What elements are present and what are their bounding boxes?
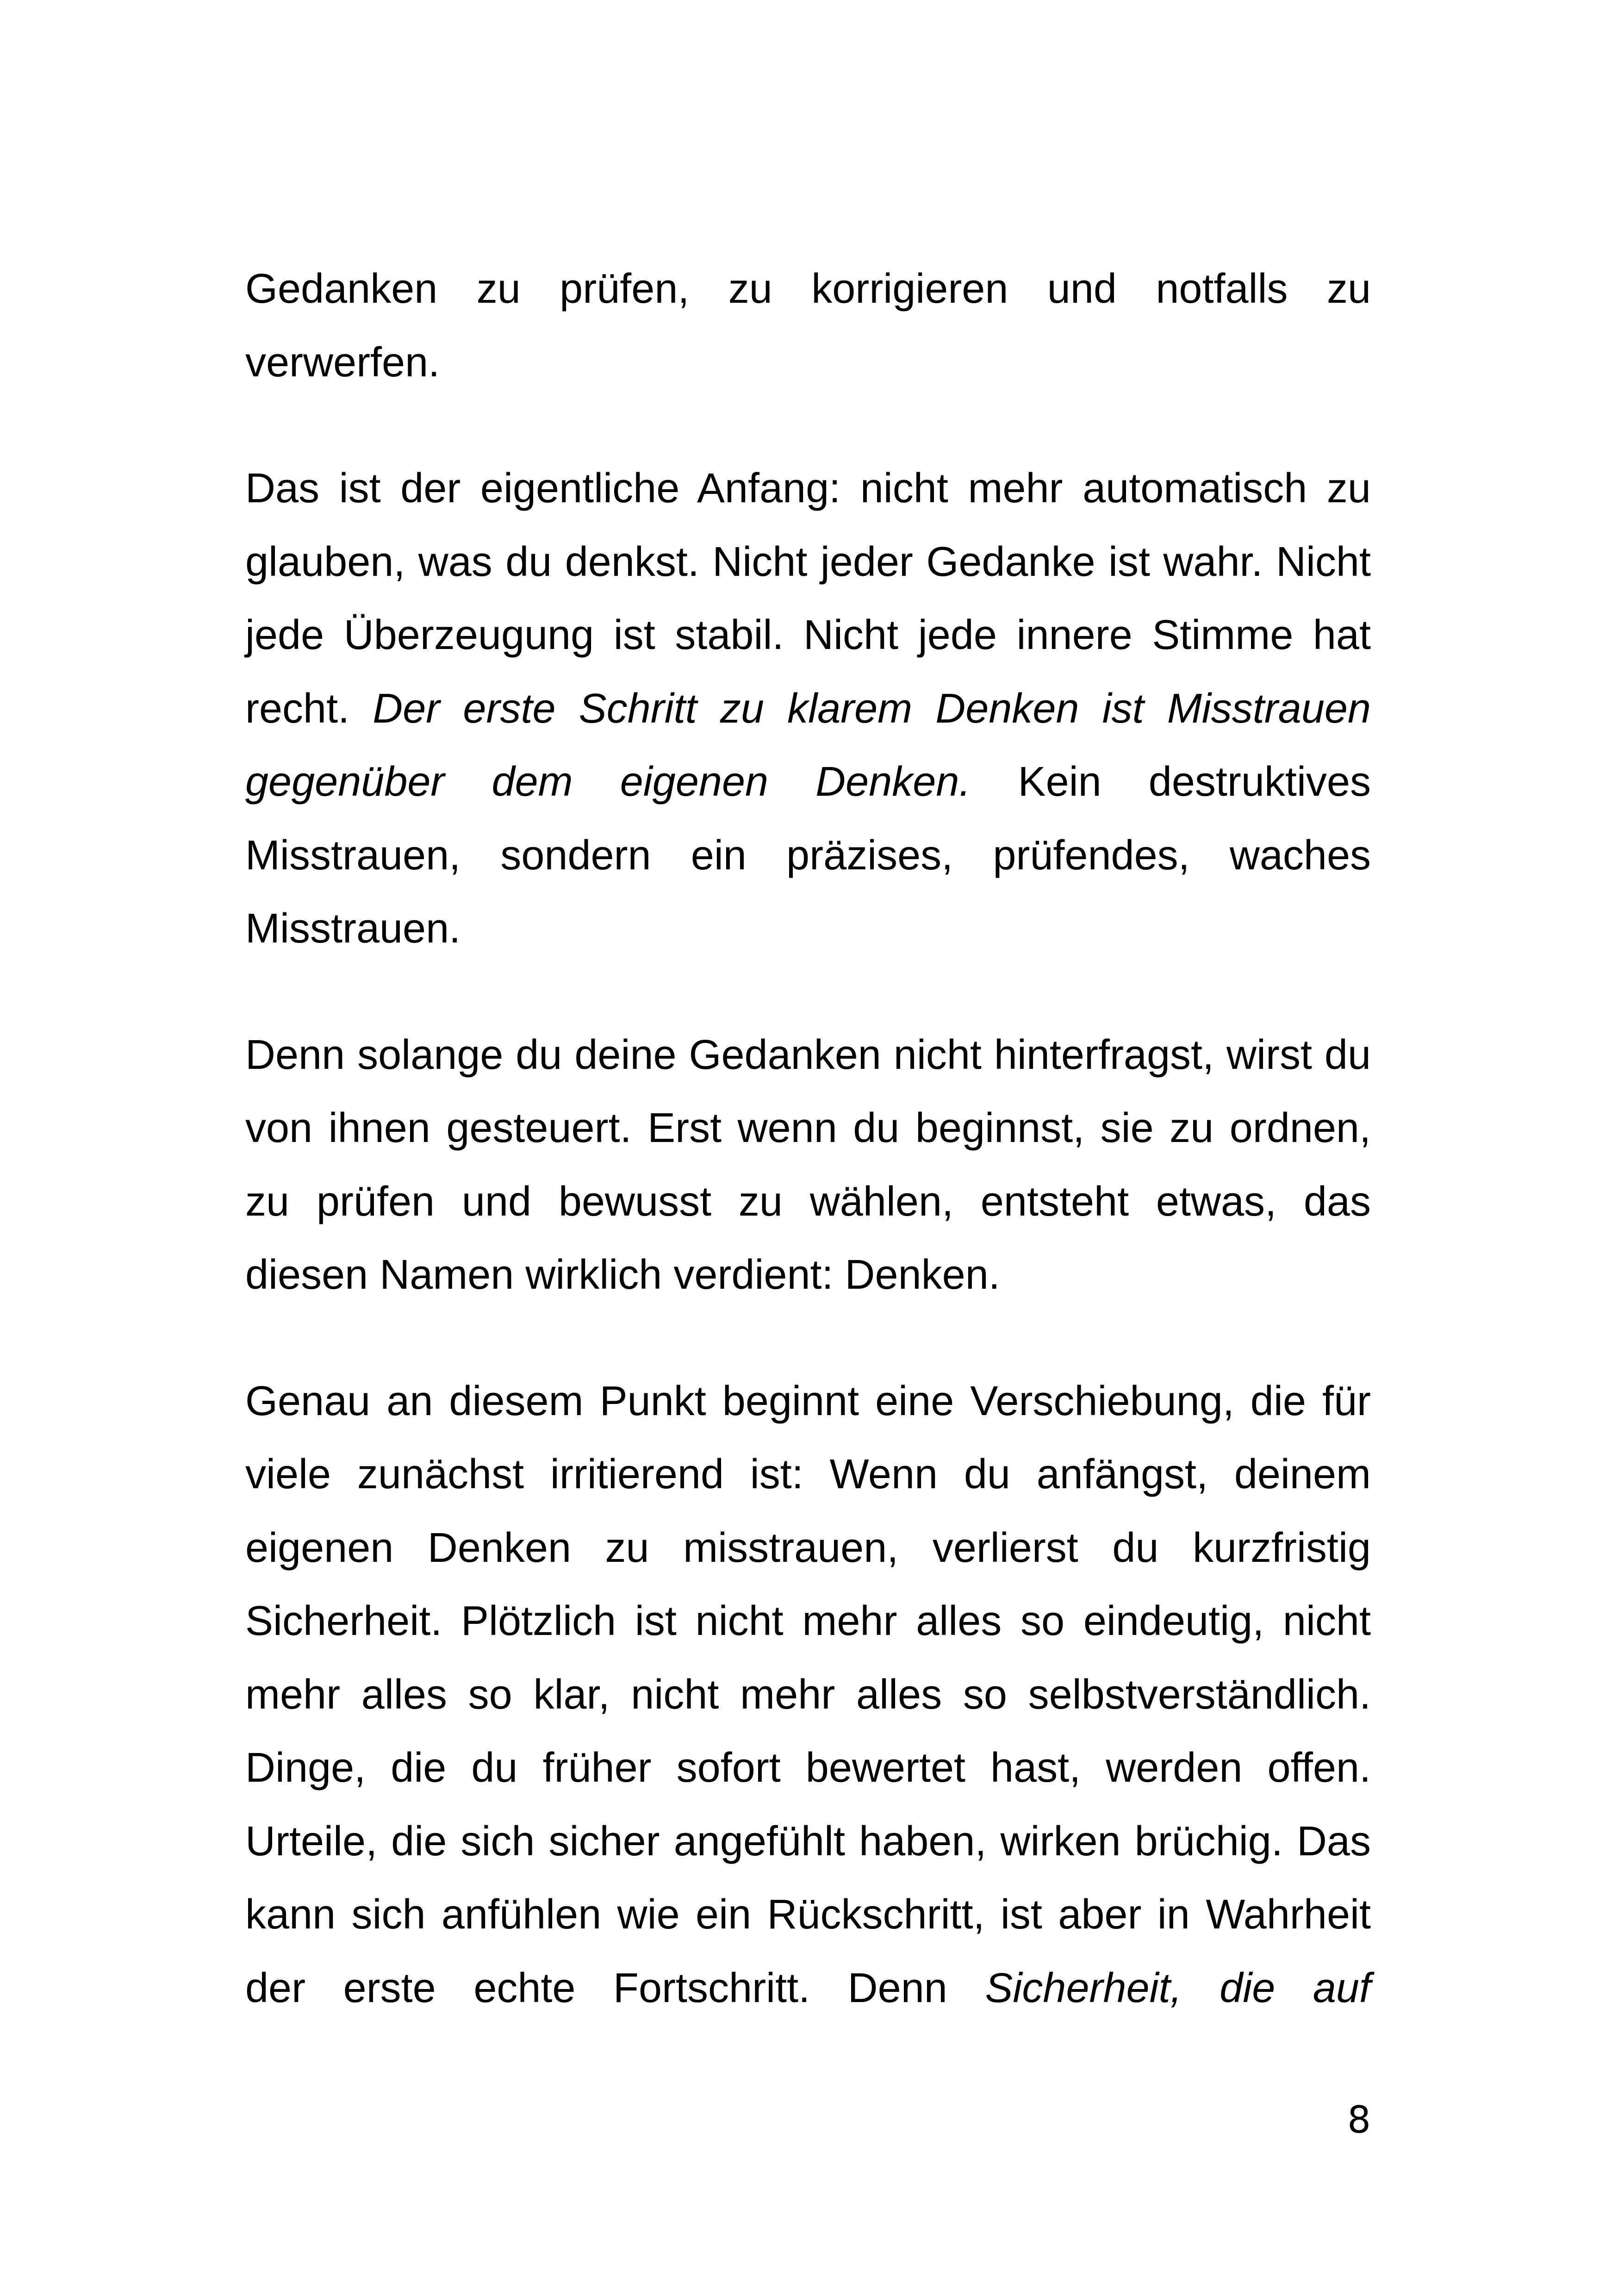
text-segment: Denn solange du deine Gedanken nicht hinterfragst, wirst du von ihnen gesteuert. Erst wenn du beginnst, sie zu ordnen, zu prüfen und bewusst zu wählen, entsteht etwas, das diesen Namen wirklich verdient: Denken.: [245, 1031, 1371, 1298]
paragraph: [245, 452, 1371, 966]
italic-text-segment: Sicherheit, die auf: [985, 1965, 1371, 2011]
paragraph: [245, 1365, 1371, 2025]
paragraph: [245, 252, 1371, 399]
text-segment: Genau an diesem Punkt beginnt eine Verschiebung, die für viele zunächst irritierend ist: Wenn du anfängst, deinem eigenen Denken zu misstrauen, verlierst du kurzfristig Sicherheit. Plötzlich ist nicht mehr alles so eindeutig, nicht mehr alles so klar, nicht mehr alles so selbstverständlich. Dinge, die du früher sofort bewertet hast, werden offen. Urteile, die sich sicher angefühlt haben, wirken brüchig. Das kann sich anfühlen wie ein Rückschritt, ist aber in Wahrheit der erste echte Fortschritt. Denn: [245, 1378, 1371, 2011]
text-segment: Gedanken zu prüfen, zu korrigieren und notfalls zu verwerfen.: [245, 266, 1371, 386]
page-number: 8: [1347, 2098, 1371, 2141]
paragraph: [245, 1018, 1371, 1312]
italic-text-segment: Der erste Schritt zu klarem Denken ist Misstrauen gegenüber dem eigenen Denken.: [245, 685, 1371, 805]
text-segment: Kein destruktives Misstrauen, sondern ein präzises, prüfendes, waches Misstrauen.: [245, 759, 1371, 952]
text-segment: Das ist der eigentliche Anfang: nicht mehr automatisch zu glauben, was du denkst. Nicht jeder Gedanke ist wahr. Nicht jede Überzeugung ist stabil. Nicht jede innere Stimme hat recht.: [245, 465, 1371, 732]
body-text: [245, 252, 1371, 2025]
